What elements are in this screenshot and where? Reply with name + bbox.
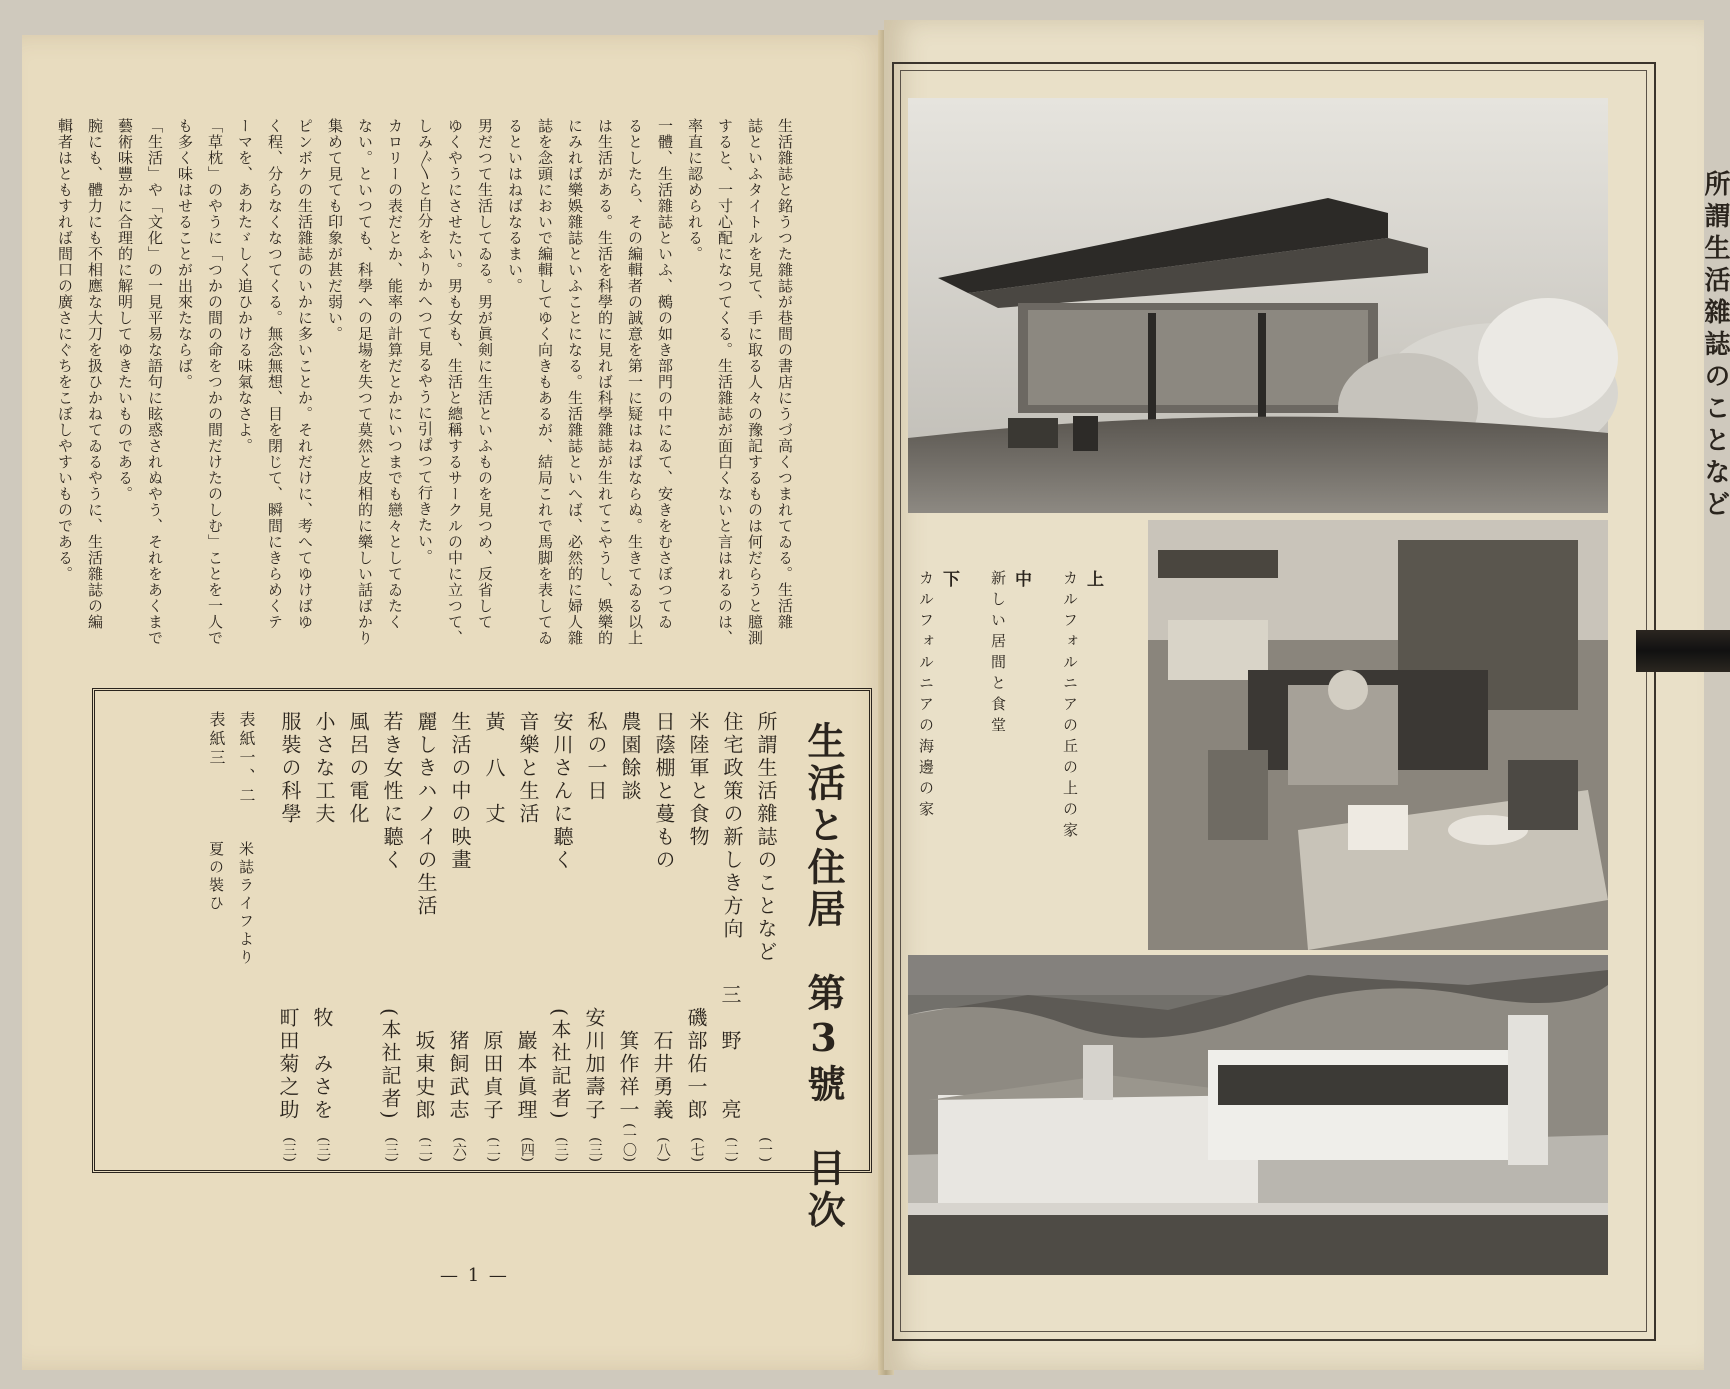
toc-entry-author: (本社記者) bbox=[548, 1008, 572, 1122]
toc-entry-author: 磯部佑一郎 bbox=[684, 1007, 708, 1122]
toc-entry-author: 牧 みさを bbox=[310, 1007, 334, 1122]
body-line: は生活がある。生活を科學的に見れば科學雜誌が生れてこやうし、娛樂的 bbox=[596, 118, 614, 646]
toc-entry-author: 猪飼武志 bbox=[446, 1030, 470, 1122]
toc-entry-author: 原田貞子 bbox=[480, 1030, 504, 1122]
photo-living-dining bbox=[1148, 520, 1608, 950]
caption-middle-key: 中 bbox=[1011, 570, 1031, 593]
toc-entry-page: (三) bbox=[587, 1137, 603, 1162]
body-line: ピンボケの生活雜誌のいかに多いことか。それだけに、考へてゆけばゆ bbox=[296, 118, 314, 630]
toc-entry-title: 安川さんに聽く bbox=[550, 711, 574, 872]
body-line: 「草枕」のやうに「つかの間の命をつかの間だけたのしむ」ことを一人で bbox=[206, 118, 224, 646]
binder-clip bbox=[1636, 630, 1730, 672]
body-line: 率直に認められる。 bbox=[686, 118, 704, 262]
body-line: にみれば樂娛雜誌といふことになる。生活雜誌といへば、必然的に婦人雜 bbox=[566, 118, 584, 646]
photo-seaside-house bbox=[908, 955, 1608, 1275]
page-number: — 1 — bbox=[440, 1265, 509, 1286]
body-line: ない。といつても、科學への足場を失つて莫然と皮相的に樂しい話ばかり bbox=[356, 118, 374, 646]
toc-entry-author: 石井勇義 bbox=[650, 1030, 674, 1122]
toc-entry-title: 若き女性に聽く bbox=[380, 711, 404, 872]
toc-entry-page: (七) bbox=[689, 1137, 705, 1162]
toc-entry-author: 坂東史郎 bbox=[412, 1030, 436, 1122]
caption-bottom-text: カルフォルニアの海邊の家 bbox=[917, 570, 935, 822]
toc-entry-page: (八) bbox=[655, 1137, 671, 1162]
toc-entry-author: 安川加壽子 bbox=[582, 1007, 606, 1122]
toc-title: 生活と住居 第3號 目次 bbox=[801, 721, 846, 1232]
body-line: ゆくやうにさせたい。男も女も、生活と總稱するサークルの中に立つて、 bbox=[446, 118, 464, 646]
body-line: 腕にも、體力にも不相應な大刀を扱ひかねてゐるやうに、生活雜誌の編 bbox=[86, 118, 104, 630]
caption-bottom bbox=[916, 570, 962, 822]
body-line: ーマを、あわたゞしく追ひかける味氣なさよ。 bbox=[236, 118, 254, 454]
toc-entry-author: 巖本眞理 bbox=[514, 1030, 538, 1122]
body-line: しみ〴〵と自分をふりかへつて見るやうに引ぱつて行きたい。 bbox=[416, 118, 434, 565]
toc-entry-title: 小さな工夫 bbox=[312, 711, 336, 826]
body-line: 生活雜誌と銘うつた雜誌が巷間の書店にうづ高くつまれてゐる。生活雜 bbox=[776, 118, 794, 630]
caption-middle-text: 新しい居間と食堂 bbox=[989, 570, 1007, 738]
toc-entry-author: 三 野 亮 bbox=[718, 984, 742, 1122]
toc-entry-title: 私の一日 bbox=[584, 711, 608, 803]
body-line: 「生活」や「文化」の一見平易な語句に眩惑されぬやう、それをあくまで bbox=[146, 118, 164, 646]
body-line: るとしたら、その編輯者の誠意を第一に疑はねばならぬ。生きてゐる以上 bbox=[626, 118, 644, 646]
toc-entry-author: 箕作祥一 bbox=[616, 1030, 640, 1122]
toc-entry-title: 麗しきハノイの生活 bbox=[414, 711, 438, 918]
toc-entry-page: (三) bbox=[281, 1137, 297, 1162]
caption-top-text: カルフォルニアの丘の上の家 bbox=[1061, 570, 1079, 843]
caption-top-key: 上 bbox=[1083, 570, 1103, 593]
toc-entry-title: 農園餘談 bbox=[618, 711, 642, 803]
table-of-contents bbox=[92, 688, 872, 1232]
toc-entry-page: (三) bbox=[553, 1137, 569, 1162]
toc-entry-page: (六) bbox=[451, 1137, 467, 1162]
toc-entry-page: (三) bbox=[383, 1137, 399, 1162]
caption-top bbox=[1060, 570, 1106, 843]
toc-entry-title: 音樂と生活 bbox=[516, 711, 540, 826]
caption-bottom-key: 下 bbox=[939, 570, 959, 593]
toc-entry-title: 黃 八 丈 bbox=[482, 711, 506, 826]
cover-note-value: 米誌ライフより bbox=[237, 841, 255, 967]
article-title: 所謂生活雜誌のことなど bbox=[1700, 170, 1730, 522]
article-body bbox=[56, 118, 800, 658]
toc-entry-title: 生活の中の映畫 bbox=[448, 711, 472, 872]
toc-entry-page: (四) bbox=[519, 1137, 535, 1162]
toc-entry-title: 所謂生活雜誌のことなど bbox=[754, 711, 778, 964]
body-line: カロリーの表だとか、能率の計算だとかにいつまでも戀々としてゐたく bbox=[386, 118, 404, 630]
toc-entry-title: 服裝の科學 bbox=[278, 711, 302, 826]
cover-note-label: 表紙一、二 bbox=[237, 711, 256, 806]
toc-entry-page: (一) bbox=[757, 1137, 773, 1162]
cover-note-label: 表紙三 bbox=[207, 711, 226, 768]
body-line: るといはねばなるまい。 bbox=[506, 118, 524, 294]
toc-entry-author: 町田菊之助 bbox=[276, 1007, 300, 1122]
body-line: 輯者はともすれば間口の廣さにぐちをこぼしやすいものである。 bbox=[56, 118, 74, 582]
body-line: 誌といふタイトルを見て、手に取る人々の豫記するものは何だらうと臆測 bbox=[746, 118, 764, 646]
toc-entry-page: (三) bbox=[315, 1137, 331, 1162]
toc-entry-title: 住宅政策の新しき方向 bbox=[720, 711, 744, 941]
toc-entry-title: 日蔭棚と蔓もの bbox=[652, 711, 676, 872]
cover-note-value: 夏の裝ひ bbox=[207, 841, 225, 913]
toc-entry-page: (二) bbox=[417, 1137, 433, 1162]
body-line: すると、一寸心配になつてくる。生活雜誌が面白くないと言はれるのは、 bbox=[716, 118, 734, 646]
body-line: 藝術味豐かに合理的に解明してゆきたいものである。 bbox=[116, 118, 134, 502]
toc-entry-title: 風呂の電化 bbox=[346, 711, 370, 826]
toc-entry-page: (二) bbox=[485, 1137, 501, 1162]
photo-hill-house bbox=[908, 98, 1608, 513]
toc-entry-author: (本社記者) bbox=[378, 1008, 402, 1122]
body-line: も多く味はせることが出來たならば。 bbox=[176, 118, 194, 390]
body-line: 男だつて生活してゐる。男が眞剣に生活といふものを見つめ、反省して bbox=[476, 118, 494, 630]
toc-entry-page: (二) bbox=[723, 1137, 739, 1162]
toc-entry-page: (一〇) bbox=[621, 1123, 637, 1162]
body-line: 一體、生活雜誌といふ、鵺の如き部門の中にゐて、安きをむさぼつてゐ bbox=[656, 118, 674, 630]
toc-entry-title: 米陸軍と食物 bbox=[686, 711, 710, 849]
body-line: く程、分らなくなつてくる。無念無想、目を閉じて、瞬間にきらめくテ bbox=[266, 118, 284, 630]
body-line: 誌を念頭においで編輯してゆく向きもあるが、結局これで馬脚を表してゐ bbox=[536, 118, 554, 646]
body-line: 集めて見ても印象が甚だ弱い。 bbox=[326, 118, 344, 342]
caption-middle bbox=[988, 570, 1034, 738]
